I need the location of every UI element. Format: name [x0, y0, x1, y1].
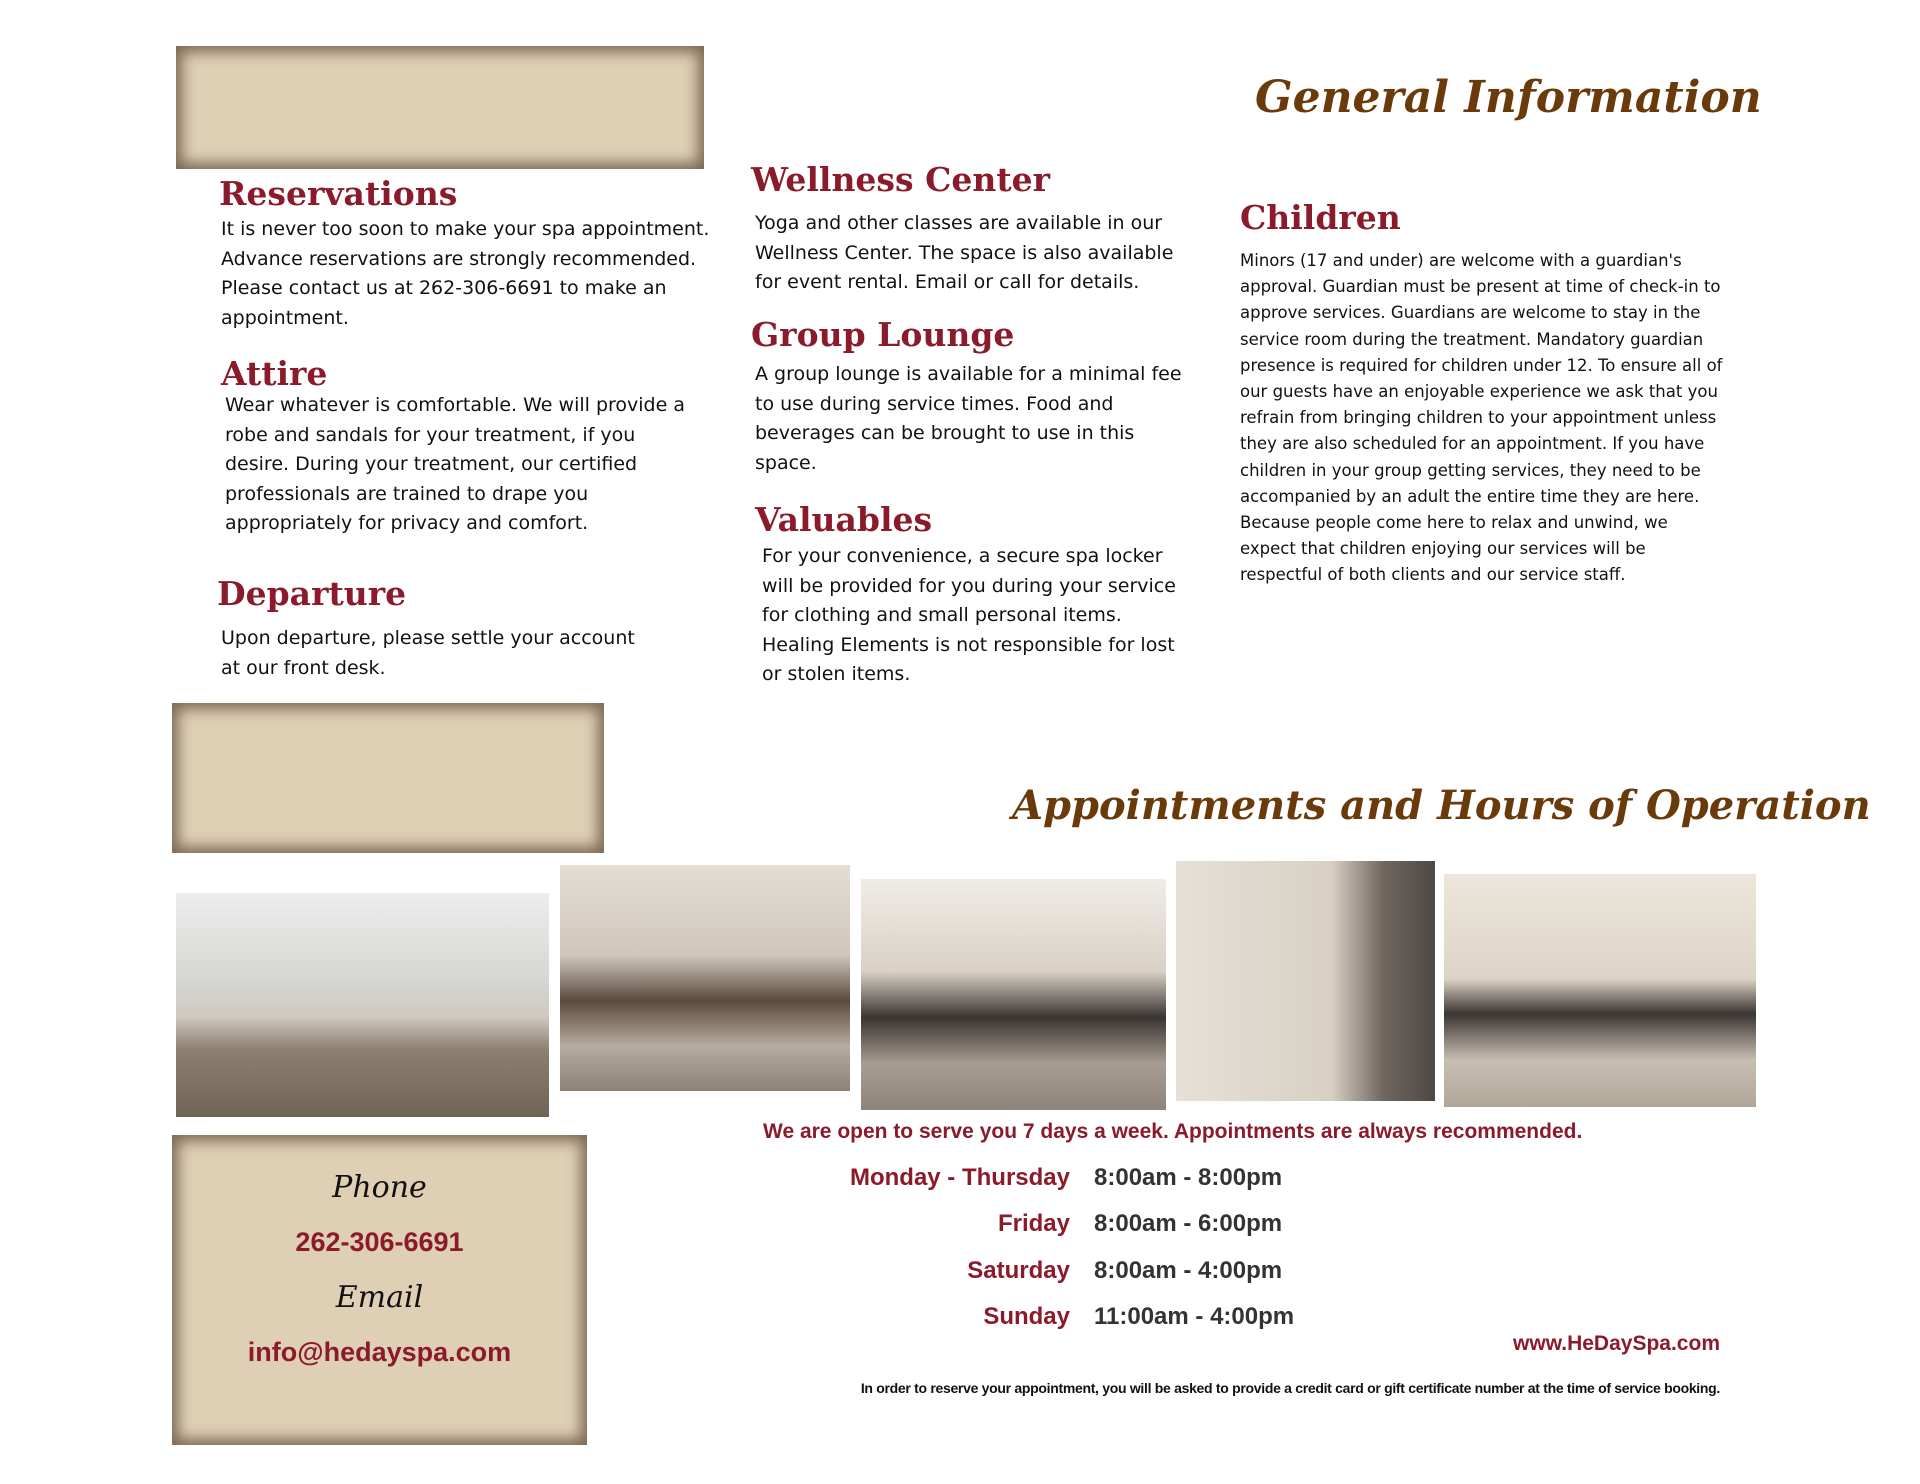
text-attire: Wear whatever is comfortable. We will provide a robe and sandals for your treatment, if you desire. During your treatment, our certified professionals are trained to drape you appropriately for privacy and comfort. — [225, 394, 685, 534]
heading-departure: Departure — [217, 574, 407, 613]
email-link[interactable]: info@hedayspa.com — [247, 1337, 512, 1367]
decorative-box-top — [176, 46, 704, 169]
hours-intro: We are open to serve you 7 days a week. Appointments are always recommended. — [763, 1120, 1583, 1143]
hours-time: 8:00am - 4:00pm — [1094, 1257, 1283, 1284]
heading-valuables: Valuables — [755, 500, 933, 539]
heading-appointments-hours: Appointments and Hours of Operation — [1012, 782, 1871, 829]
heading-wellness-center: Wellness Center — [751, 160, 1050, 199]
phone-label: Phone — [332, 1170, 427, 1205]
hours-day: Friday — [997, 1210, 1070, 1237]
text-reservations: It is never too soon to make your spa appointment. Advance reservations are strongly recommended. Please contact us at 262-306-6691 to make an appointment. — [221, 218, 710, 329]
text-departure: Upon departure, please settle your account at our front desk. — [221, 627, 635, 679]
heading-attire: Attire — [221, 354, 328, 393]
decorative-box-middle — [172, 703, 604, 853]
phone-number[interactable]: 262-306-6691 — [295, 1227, 464, 1257]
hours-time: 8:00am - 8:00pm — [1094, 1164, 1283, 1191]
heading-reservations: Reservations — [219, 174, 458, 213]
photo-lounge-fireplace — [861, 879, 1166, 1110]
email-label: Email — [335, 1280, 424, 1315]
heading-general-information: General Information — [1255, 72, 1762, 123]
contact-box — [172, 1135, 587, 1445]
hours-day: Saturday — [967, 1257, 1070, 1284]
booking-note: In order to reserve your appointment, you will be asked to provide a credit card or gift certificate number at the time of service booking. — [860, 1380, 1720, 1396]
text-wellness-center: Yoga and other classes are available in our Wellness Center. The space is also available for event rental. Email or call for details. — [755, 212, 1174, 293]
hours-day: Monday - Thursday — [849, 1164, 1070, 1191]
text-valuables: For your convenience, a secure spa locker will be provided for you during your service for clothing and small personal items. Healing Elements is not responsible for lost or stolen items. — [762, 545, 1176, 685]
heading-group-lounge: Group Lounge — [751, 315, 1015, 354]
photo-wellness-room — [176, 893, 549, 1117]
photo-pedicure-room — [560, 865, 850, 1091]
text-children: Minors (17 and under) are welcome with a guardian's approval. Guardian must be present at time of check-in to approve services. Guardians are welcome to stay in the service room during the treatment. Mandatory guardian presence is required for children under 12. To ensure all of our guests have an enjoyable experience we ask that you refrain from bringing children to your appointment unless they are also scheduled for an appointment. If you have children in your group getting services, they need to be accompanied by an adult the entire time they are here. Because people come here to relax and unwind, we expect that children enjoying our services will be respectful of both clients and our service staff. — [1240, 251, 1723, 585]
hours-time: 11:00am - 4:00pm — [1094, 1303, 1295, 1330]
website-link[interactable]: www.HeDaySpa.com — [1513, 1332, 1720, 1355]
hours-time: 8:00am - 6:00pm — [1094, 1210, 1283, 1237]
heading-children: Children — [1240, 198, 1401, 237]
photo-salon — [1444, 874, 1756, 1107]
hours-day: Sunday — [983, 1303, 1070, 1330]
text-group-lounge: A group lounge is available for a minimal fee to use during service times. Food and beverages can be brought to use in this space. — [755, 363, 1182, 474]
photo-fireplace-room — [1176, 861, 1435, 1101]
